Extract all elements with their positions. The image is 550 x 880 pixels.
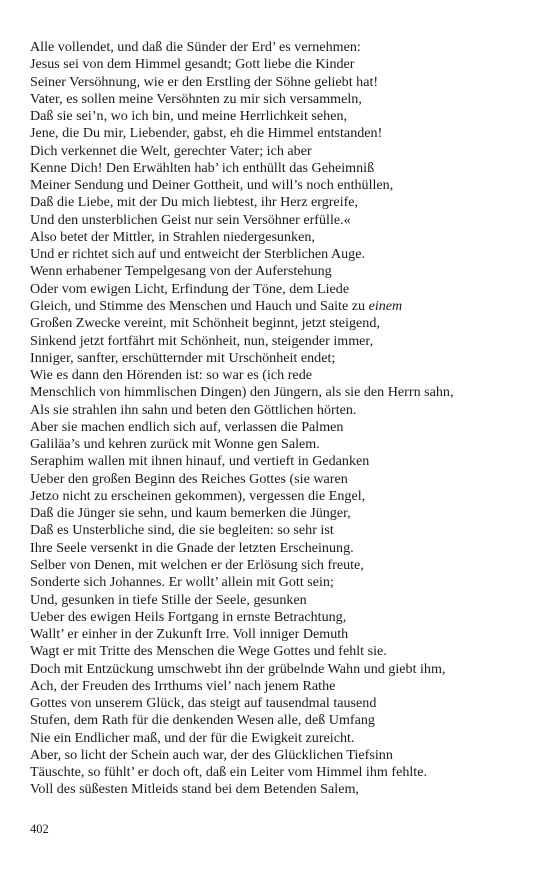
poem-text	[30, 39, 520, 799]
poem-line: Seraphim wallen mit ihnen hinauf, und vertieft in Gedanken	[30, 453, 370, 470]
poem-line: Seiner Versöhnung, wie er den Erstling der Söhne geliebt hat!	[30, 73, 379, 90]
poem-line: Und er richtet sich auf und entweicht der Sterblichen Auge.	[30, 246, 366, 263]
poem-line: Daß es Unsterbliche sind, die sie begleiten: so sehr ist	[30, 522, 334, 539]
poem-line: Oder vom ewigen Licht, Erfindung der Töne, dem Liede	[30, 280, 350, 297]
poem-line: Daß sie sei’n, wo ich bin, und meine Herrlichkeit sehen,	[30, 108, 348, 125]
poem-line: Daß die Jünger sie sehn, und kaum bemerken die Jünger,	[30, 505, 351, 522]
poem-line: Wie es dann den Hörenden ist: so war es (ich rede	[30, 367, 312, 384]
poem-line: Kenne Dich! Den Erwählten hab’ ich enthüllt das Geheimniß	[30, 159, 375, 176]
poem-line	[30, 298, 520, 315]
poem-line: Ueber des ewigen Heils Fortgang in ernste Betrachtung,	[30, 608, 347, 625]
poem-line: Doch mit Entzückung umschwebt ihn der grübelnde Wahn und giebt ihm,	[30, 660, 446, 677]
poem-line-text: Gleich, und Stimme des Menschen und Hauch und Saite zu	[30, 297, 369, 314]
poem-line: Jene, die Du mir, Liebender, gabst, eh die Himmel entstanden!	[30, 125, 383, 142]
poem-line: Daß die Liebe, mit der Du mich liebtest, ihr Herz ergreife,	[30, 194, 359, 211]
poem-line: Großen Zwecke vereint, mit Schönheit beginnt, jetzt steigend,	[30, 315, 380, 332]
poem-line: Sinkend jetzt fortfährt mit Schönheit, nun, steigender immer,	[30, 332, 374, 349]
poem-line: Ueber den großen Beginn des Reiches Gottes (sie waren	[30, 470, 348, 487]
poem-line: Als sie strahlen ihn sahn und beten den Göttlichen hörten.	[30, 401, 357, 418]
poem-line: Wagt er mit Tritte des Menschen die Wege Gottes und fehlt sie.	[30, 643, 387, 660]
poem-line: Täuschte, so fühlt’ er doch oft, daß ein Leiter vom Himmel ihm fehlte.	[30, 764, 427, 781]
poem-line: Selber von Denen, mit welchen er der Erlösung sich freute,	[30, 556, 364, 573]
poem-line: Sonderte sich Johannes. Er wollt’ allein mit Gott sein;	[30, 574, 334, 591]
poem-line: Voll des süßesten Mitleids stand bei dem Betenden Salem,	[30, 781, 359, 798]
emphasized-word: einem	[368, 297, 403, 314]
poem-line: Ihre Seele versenkt in die Gnade der letzten Erscheinung.	[30, 539, 354, 556]
poem-line: Inniger, sanfter, erschütternder mit Urschönheit endet;	[30, 349, 336, 366]
poem-line: Also betet der Mittler, in Strahlen niedergesunken,	[30, 228, 315, 245]
poem-line: Stufen, dem Rath für die denkenden Wesen alle, deß Umfang	[30, 712, 375, 729]
poem-line: Dich verkennet die Welt, gerechter Vater; ich aber	[30, 142, 312, 159]
poem-line: Alle vollendet, und daß die Sünder der Erd’ es vernehmen:	[30, 39, 361, 55]
poem-line: Vater, es sollen meine Versöhnten zu mir sich versammeln,	[30, 90, 362, 107]
poem-line: Aber sie machen endlich sich auf, verlassen die Palmen	[30, 418, 344, 435]
poem-line: Ach, der Freuden des Irrthums viel’ nach jenem Rathe	[30, 677, 336, 694]
poem-line: Galiläa’s und kehren zurück mit Wonne gen Salem.	[30, 436, 320, 453]
poem-line: Wallt’ er einher in der Zukunft Irre. Voll inniger Demuth	[30, 626, 349, 643]
page-number: 402	[30, 822, 49, 836]
poem-line: Aber, so licht der Schein auch war, der des Glücklichen Tiefsinn	[30, 746, 393, 763]
poem-line: Nie ein Endlicher maß, und der für die Ewigkeit zureicht.	[30, 729, 355, 746]
poem-line: Menschlich von himmlischen Dingen) den Jüngern, als sie den Herrn sahn,	[30, 384, 454, 401]
poem-line: Und, gesunken in tiefe Stille der Seele, gesunken	[30, 591, 307, 608]
poem-line: Gottes von unserem Glück, das steigt auf tausendmal tausend	[30, 695, 377, 712]
poem-line: Und den unsterblichen Geist nur sein Versöhner erfülle.«	[30, 211, 351, 228]
poem-line: Meiner Sendung und Deiner Gottheit, und will’s noch enthüllen,	[30, 177, 394, 194]
poem-line: Jetzo nicht zu erscheinen gekommen), vergessen die Engel,	[30, 487, 366, 504]
poem-line: Wenn erhabener Tempelgesang von der Auferstehung	[30, 263, 332, 280]
poem-line: Jesus sei von dem Himmel gesandt; Gott liebe die Kinder	[30, 56, 355, 73]
